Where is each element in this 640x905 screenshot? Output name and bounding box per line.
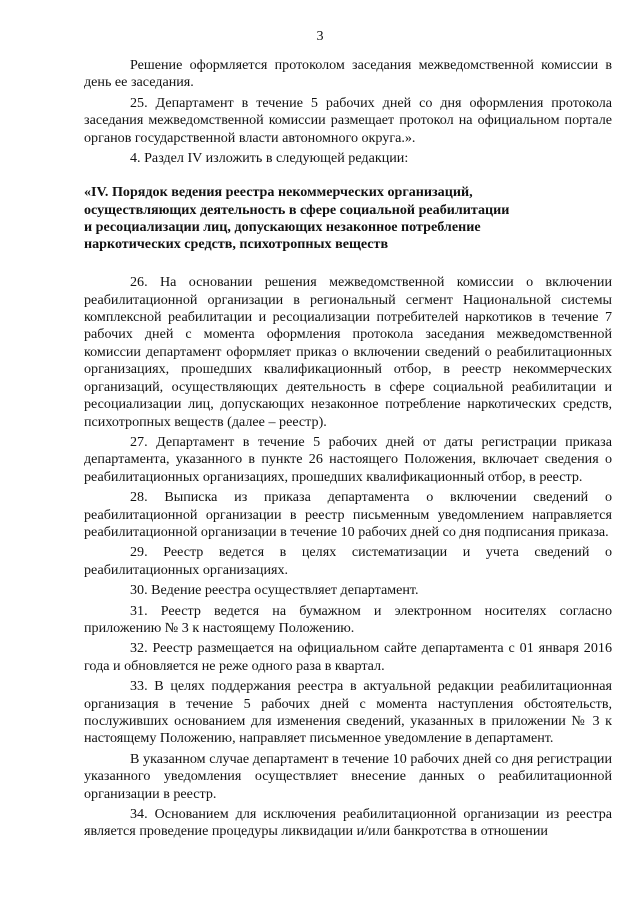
paragraph-33-continuation: В указанном случае департамент в течение 10 рабочих дней со дня регистрации указанного уведомления осуществляет внесение данных о реабилитационной организации в реестр. [84, 750, 612, 802]
heading-line: осуществляющих деятельность в сфере социальной реабилитации [84, 201, 510, 218]
paragraph-32: 32. Реестр размещается на официальном сайте департамента с 01 января 2016 года и обновляется не реже одного раза в квартал. [84, 640, 612, 674]
heading-line: и ресоциализации лиц, допускающих незаконное потребление [84, 218, 481, 235]
paragraph-34: 34. Основанием для исключения реабилитационной организации из реестра является проведение процедуры ликвидации и/или банкротства в отношении [84, 806, 612, 840]
page-number: 3 [316, 28, 324, 44]
paragraph-amendment-4: 4. Раздел IV изложить в следующей редакции: [130, 150, 409, 167]
heading-line: «IV. Порядок ведения реестра некоммерческих организаций, [84, 184, 473, 201]
paragraph-33: 33. В целях поддержания реестра в актуальной редакции реабилитационная организация в течение 5 рабочих дней с момента наступления обстоятельств, послуживших основанием для изменения сведений, указанных в приложении № 3 к настоящему Положению, направляет письменное уведомление в департамент. [84, 678, 612, 747]
document-body [84, 57, 612, 841]
paragraph-31: 31. Реестр ведется на бумажном и электронном носителях согласно приложению № 3 к настоящему Положению. [84, 602, 612, 636]
heading-line: наркотических средств, психотропных веществ [84, 236, 389, 253]
paragraph-27: 27. Департамент в течение 5 рабочих дней от даты регистрации приказа департамента, указанного в пункте 26 настоящего Положения, включает сведения о реабилитационных организациях, прошедших квалификационный отбор, в реестр. [84, 433, 612, 485]
paragraph-28: 28. Выписка из приказа департамента о включении сведений о реабилитационной организации в реестр письменным уведомлением направляется реабилитационной организации в течение 10 рабочих дней со дня подписания приказа. [84, 489, 612, 540]
paragraph-25: 25. Департамент в течение 5 рабочих дней со дня оформления протокола заседания межведомственной комиссии размещает протокол на официальном портале органов государственной власти автономного округа.». [84, 94, 612, 146]
paragraph-29: 29. Реестр ведется в целях систематизации и учета сведений о реабилитационных организациях. [84, 544, 612, 578]
paragraph-decision-protocol: Решение оформляется протоколом заседания межведомственной комиссии в день ее заседания. [84, 57, 612, 91]
paragraph-26: 26. На основании решения межведомственной комиссии о включении реабилитационной организации в региональный сегмент Национальной системы комплексной реабилитации и ресоциализации потребителей наркотиков в течение 7 рабочих дней с момента оформления протокола заседания межведомственной комиссии департамент оформляет приказ о включении сведений о реабилитационных организациях, прошедших квалификационный отбор, в реестр некоммерческих организаций, осуществляющих деятельность в сфере социальной реабилитации и ресоциализации лиц, допускающих незаконное потребление наркотических средств, психотропных веществ (далее – реестр). [84, 274, 612, 430]
section-heading [84, 184, 612, 253]
paragraph-30: 30. Ведение реестра осуществляет департамент. [130, 582, 419, 599]
